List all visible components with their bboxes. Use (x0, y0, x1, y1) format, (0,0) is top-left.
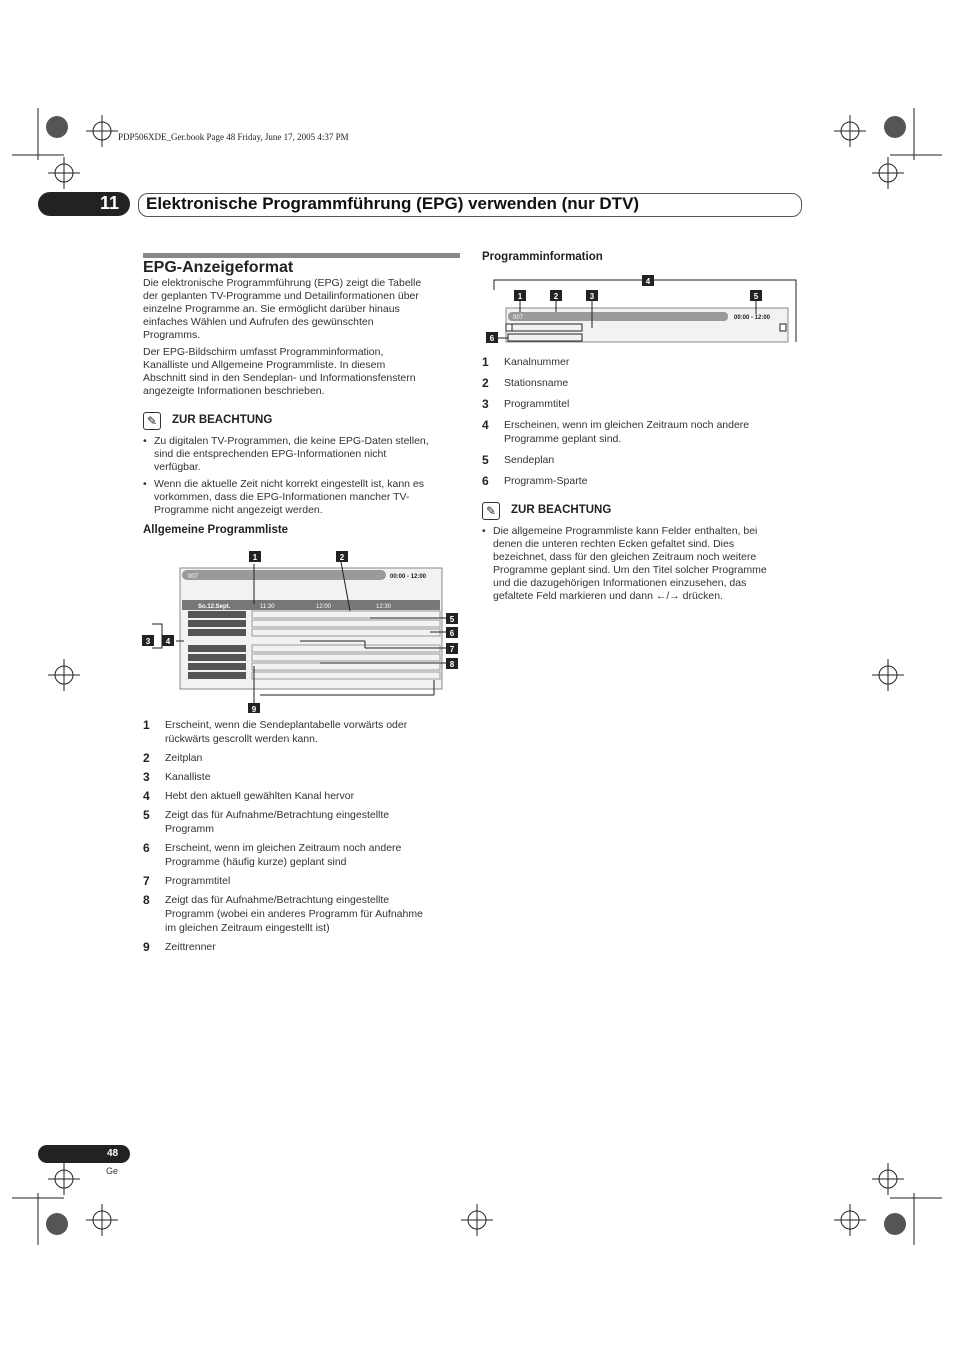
section-rule (143, 253, 460, 258)
chapter-title: Elektronische Programmführung (EPG) verwenden (nur DTV) (146, 194, 640, 213)
text-line: Wenn die aktuelle Zeit nicht korrekt eingestellt ist, kann es (154, 478, 425, 490)
list-item (143, 718, 463, 746)
info-callout-4: 4 (645, 277, 651, 286)
diagram-time-range: 00:00 - 12:00 (390, 574, 427, 580)
text-line: Programme geplant sind. Um den Titel solcher Programme (493, 564, 767, 576)
text-line: denen die unteren rechten Ecken gefaltet sind. Dies (493, 538, 735, 550)
text-line: Erscheint, wenn die Sendeplantabelle vorwärts oder (165, 719, 408, 731)
text-line: Zeitplan (165, 752, 203, 764)
page-language: Ge (106, 1166, 119, 1176)
program-list-diagram (140, 548, 465, 713)
list-item (143, 874, 463, 888)
callout-7: 7 (449, 645, 455, 654)
text-line: Programme (häufig kurze) geplant sind (165, 856, 347, 868)
text-line: Die elektronische Programmführung (EPG) zeigt die Tabelle (143, 277, 422, 289)
info-callout-1: 1 (517, 292, 523, 301)
list-item (482, 525, 802, 603)
section-title: EPG-Anzeigeformat (143, 259, 294, 276)
note-bullet-list (143, 435, 463, 517)
item-number: 1 (482, 355, 489, 369)
text-line: Programm (wobei ein anderes Programm für Aufnahme (165, 908, 423, 920)
diagram-channel: 007 (188, 574, 199, 580)
note-pencil-icon: ✎ (143, 412, 161, 430)
text-line: Programmtitel (165, 875, 231, 887)
callout-2: 2 (339, 553, 345, 562)
callout-8: 8 (449, 660, 455, 669)
item-number: 8 (143, 893, 150, 907)
item-number: 5 (143, 808, 150, 822)
list-item (482, 355, 802, 369)
list-item (482, 397, 802, 411)
list-item (143, 789, 463, 803)
program-info-diagram (482, 272, 802, 344)
list-item (482, 376, 802, 390)
text-line: einzelne Programme an. Sie ermöglicht darüber hinaus (143, 303, 400, 315)
text-line: Programmtitel (504, 398, 570, 410)
file-header: PDP506XDE_Ger.book Page 48 Friday, June 17, 2005 4:37 PM (118, 132, 349, 142)
item-number: 4 (482, 418, 489, 432)
text-line: Programme geplant sind. (504, 433, 622, 445)
text-line: einfaches Wählen und Aufrufen des gewünschten (143, 316, 374, 328)
text-line: Programme nicht angezeigt werden. (154, 504, 323, 516)
page-number: 48 (107, 1148, 119, 1159)
text-line: und die dazugehörigen Informationen einzusehen, das (493, 577, 747, 589)
program-list-legend (143, 718, 463, 959)
text-line: der geplanten TV-Programme und Detailinformationen über (143, 290, 419, 302)
text-line: Zu digitalen TV-Programmen, die keine EPG-Daten stellen, (154, 435, 429, 447)
list-item (143, 808, 463, 836)
text-line: Hebt den aktuell gewählten Kanal hervor (165, 790, 355, 802)
text-line: im gleichen Zeitraum eingestellt ist) (165, 922, 330, 934)
section-paragraph-1 (143, 277, 458, 342)
list-item (482, 418, 802, 446)
bullet-dot: • (143, 435, 147, 447)
text-line: bezeichnet, dass für den gleichen Zeitraum noch weitere (493, 551, 757, 563)
text-line: Zeigt das für Aufnahme/Betrachtung eingestellte (165, 809, 390, 821)
text-line: Kanalliste und Allgemeine Programmliste. In diesem (143, 359, 386, 371)
text-line: sind die entsprechenden EPG-Informationen nicht (154, 448, 387, 460)
info-diagram-time-range: 00:00 - 12:00 (734, 315, 771, 321)
list-item (143, 435, 463, 474)
text-line: Kanalnummer (504, 356, 570, 368)
callout-3: 3 (145, 637, 151, 646)
item-number: 2 (482, 376, 489, 390)
text-line: Der EPG-Bildschirm umfasst Programminformation, (143, 346, 384, 358)
text-line: gefaltete Feld markieren und dann ←/→ drücken. (493, 590, 723, 602)
callout-9: 9 (251, 705, 257, 713)
item-number: 3 (143, 770, 150, 784)
item-number: 9 (143, 940, 150, 954)
item-number: 5 (482, 453, 489, 467)
text-line: Erscheinen, wenn im gleichen Zeitraum noch andere (504, 419, 750, 431)
program-info-legend (482, 355, 802, 495)
callout-5: 5 (449, 615, 455, 624)
item-number: 7 (143, 874, 150, 888)
text-line: Abschnitt sind in den Sendeplan- und Informationsfenstern (143, 372, 416, 384)
diagram-slot-3: 12:30 (376, 604, 392, 610)
list-item (482, 474, 802, 488)
item-number: 2 (143, 751, 150, 765)
text-line: Zeigt das für Aufnahme/Betrachtung eingestellte (165, 894, 390, 906)
info-callout-3: 3 (589, 292, 595, 301)
text-line: Kanalliste (165, 771, 211, 783)
list-item (143, 841, 463, 869)
info-callout-5: 5 (753, 292, 759, 301)
list-section-title: Allgemeine Programmliste (143, 524, 289, 536)
list-item (143, 751, 463, 765)
list-item (143, 770, 463, 784)
bullet-dot: • (143, 478, 147, 490)
text-line: angezeigte Informationen beschrieben. (143, 385, 325, 397)
note-pencil-icon: ✎ (482, 502, 500, 520)
info-section-title: Programminformation (482, 251, 603, 263)
callout-4: 4 (165, 637, 171, 646)
item-number: 6 (482, 474, 489, 488)
text-line: Programms. (143, 329, 201, 341)
info-diagram-channel: 007 (513, 315, 524, 321)
text-line: Zeittrenner (165, 941, 216, 953)
item-number: 3 (482, 397, 489, 411)
callout-1: 1 (252, 553, 258, 562)
text-line: verfügbar. (154, 461, 201, 473)
text-line: Erscheint, wenn im gleichen Zeitraum noch andere (165, 842, 402, 854)
list-item (482, 453, 802, 467)
text-line: Programm-Sparte (504, 475, 588, 487)
list-item (143, 940, 463, 954)
note-title: ZUR BEACHTUNG (172, 414, 273, 426)
diagram-slot-2: 12:00 (316, 604, 332, 610)
text-line: vorkommen, dass die EPG-Informationen mancher TV- (154, 491, 410, 503)
diagram-slot-1: 11:30 (260, 604, 275, 610)
diagram-date: So.12.Sept. (198, 604, 231, 610)
item-number: 1 (143, 718, 150, 732)
callout-6: 6 (449, 629, 455, 638)
text-line: Die allgemeine Programmliste kann Felder enthalten, bei (493, 525, 758, 537)
text-line: Stationsname (504, 377, 569, 389)
text-line: Programm (165, 823, 215, 835)
list-item (143, 478, 463, 517)
text-line: rückwärts gescrollt werden kann. (165, 733, 318, 745)
item-number: 4 (143, 789, 150, 803)
info-callout-2: 2 (553, 292, 559, 301)
text-line: Sendeplan (504, 454, 555, 466)
item-number: 6 (143, 841, 150, 855)
note-title: ZUR BEACHTUNG (511, 504, 612, 516)
info-callout-6: 6 (489, 334, 495, 343)
note-bullet-list (482, 525, 802, 603)
bullet-dot: • (482, 525, 486, 537)
chapter-number: 11 (100, 193, 120, 213)
list-item (143, 893, 463, 935)
section-paragraph-2 (143, 346, 458, 398)
